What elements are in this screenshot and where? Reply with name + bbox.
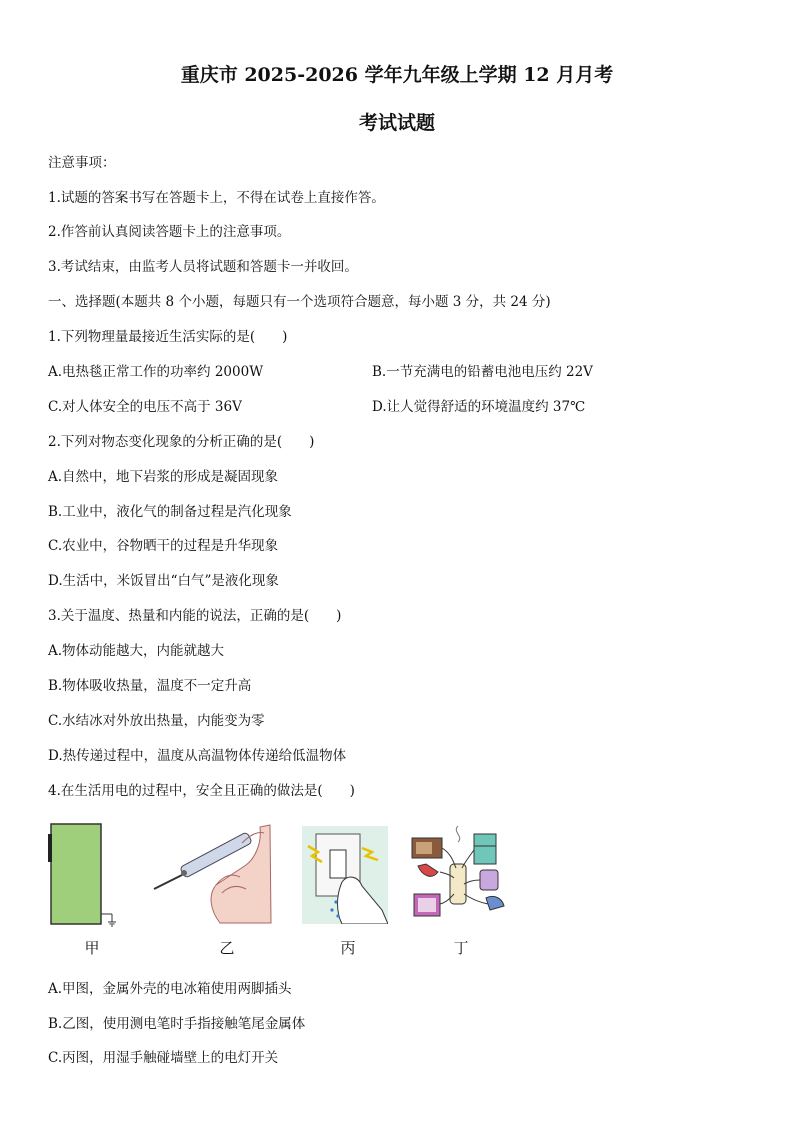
question-option: B.工业中，液化气的制备过程是汽化现象 (48, 504, 292, 520)
section-heading: 一、选择题(本题共 8 个小题，每题只有一个选项符合题意，每小题 3 分，共 24 分) (48, 294, 551, 310)
question-option: C.丙图，用湿手触碰墙壁上的电灯开关 (48, 1050, 279, 1066)
question-option: B.一节充满电的铅蓄电池电压约 22V (372, 364, 593, 380)
question-stem: 3.关于温度、热量和内能的说法，正确的是( ) (48, 608, 342, 624)
question-option: C.农业中，谷物晒干的过程是升华现象 (48, 538, 279, 554)
question-option: D.生活中，米饭冒出“白气”是液化现象 (48, 573, 279, 589)
figure-label: 甲 (84, 939, 100, 957)
question-option: B.乙图，使用测电笔时手指接触笔尾金属体 (48, 1016, 306, 1032)
wet-hand-switch-figure (302, 826, 388, 924)
figure-label: 乙 (219, 939, 235, 957)
question-option: B.物体吸收热量，温度不一定升高 (48, 678, 252, 694)
question-option: D.让人觉得舒适的环境温度约 37℃ (372, 399, 586, 415)
question-stem: 2.下列对物态变化现象的分析正确的是( ) (48, 434, 315, 450)
question-option: D.热传递过程中，温度从高温物体传递给低温物体 (48, 748, 347, 764)
question-option: A.甲图，金属外壳的电冰箱使用两脚插头 (48, 981, 292, 997)
test-pencil-hand-figure (150, 815, 272, 927)
question-option: A.物体动能越大，内能就越大 (48, 643, 225, 659)
question-stem: 4.在生活用电的过程中，安全且正确的做法是( ) (48, 783, 355, 799)
overloaded-socket-figure (408, 824, 512, 924)
question-option: C.对人体安全的电压不高于 36V (48, 399, 242, 415)
notice-heading: 注意事项： (48, 155, 116, 171)
notice-item: 2.作答前认真阅读答题卡上的注意事项。 (48, 224, 291, 240)
refrigerator-figure (44, 822, 124, 932)
question-option: A.电热毯正常工作的功率约 2000W (48, 364, 264, 380)
exam-title: 重庆市 2025-2026 学年九年级上学期 12 月月考 (180, 64, 614, 86)
question-option: A.自然中，地下岩浆的形成是凝固现象 (48, 469, 279, 485)
exam-subtitle: 考试试题 (358, 112, 435, 134)
question-option: C.水结冰对外放出热量，内能变为零 (48, 713, 265, 729)
figure-label: 丁 (453, 939, 469, 957)
figure-label: 丙 (340, 939, 356, 957)
notice-item: 1.试题的答案书写在答题卡上，不得在试卷上直接作答。 (48, 190, 385, 206)
question-stem: 1.下列物理量最接近生活实际的是( ) (48, 329, 288, 345)
notice-item: 3.考试结束，由监考人员将试题和答题卡一并收回。 (48, 259, 358, 275)
